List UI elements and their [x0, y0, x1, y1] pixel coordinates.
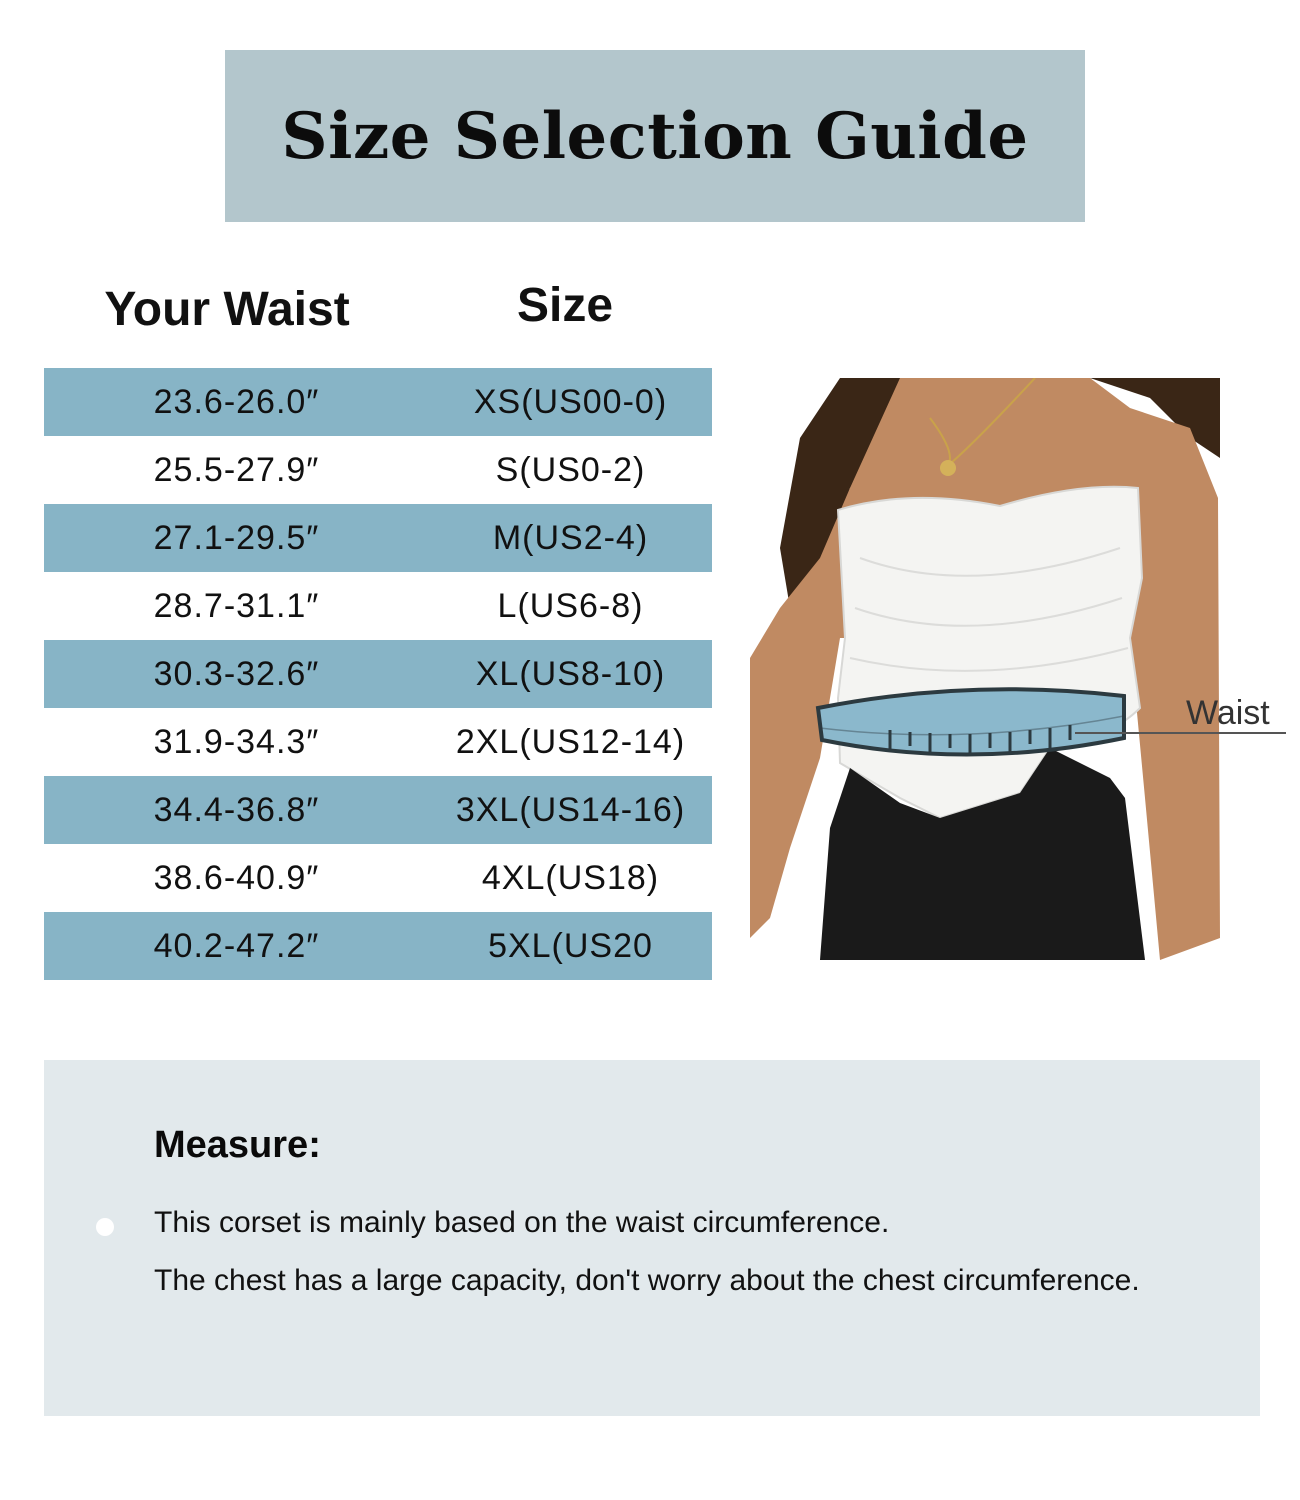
size-cell: 2XL(US12-14): [455, 722, 686, 761]
waist-range-cell: 31.9-34.3″: [153, 722, 320, 761]
column-header-size: Size: [516, 279, 614, 332]
waist-range-cell: 30.3-32.6″: [153, 654, 320, 693]
column-header-waist: Your Waist: [104, 283, 350, 336]
table-row: [44, 912, 712, 980]
size-cell: S(US0-2): [495, 450, 646, 489]
waist-range-cell: 23.6-26.0″: [153, 382, 320, 421]
table-row: [44, 640, 712, 708]
waist-range-cell: 27.1-29.5″: [153, 518, 320, 557]
waist-range-cell: 40.2-47.2″: [153, 926, 320, 965]
size-table: [44, 368, 712, 980]
size-cell: 4XL(US18): [481, 858, 660, 897]
table-row: [44, 572, 712, 640]
size-cell: 5XL(US20: [488, 926, 653, 965]
table-row: [44, 436, 712, 504]
size-cell: M(US2-4): [492, 518, 649, 557]
table-row: [44, 776, 712, 844]
waist-label-underline: [1186, 730, 1286, 736]
waist-range-cell: 25.5-27.9″: [153, 450, 320, 489]
title-banner: [225, 50, 1085, 222]
size-cell: 3XL(US14-16): [455, 790, 686, 829]
waist-range-cell: 34.4-36.8″: [153, 790, 320, 829]
table-row: [44, 708, 712, 776]
waist-range-cell: 28.7-31.1″: [153, 586, 320, 625]
table-row: [44, 504, 712, 572]
table-row: [44, 368, 712, 436]
bullet-dot-icon: [96, 1218, 114, 1236]
waist-range-cell: 38.6-40.9″: [153, 858, 320, 897]
size-cell: XS(US00-0): [473, 382, 668, 421]
measure-line-1: This corset is mainly based on the waist circumference.: [154, 1206, 890, 1239]
table-row: [44, 844, 712, 912]
model-photo: [750, 378, 1220, 960]
measure-note-box: [44, 1060, 1260, 1416]
page-title: Size Selection Guide: [281, 98, 1029, 174]
size-cell: L(US6-8): [497, 586, 644, 625]
measure-line-2: The chest has a large capacity, don't worry about the chest circumference.: [154, 1264, 1140, 1297]
necklace-pendant: [940, 460, 956, 476]
waist-label: Waist: [1186, 694, 1270, 732]
size-cell: XL(US8-10): [475, 654, 666, 693]
measure-title: Measure:: [154, 1124, 321, 1166]
